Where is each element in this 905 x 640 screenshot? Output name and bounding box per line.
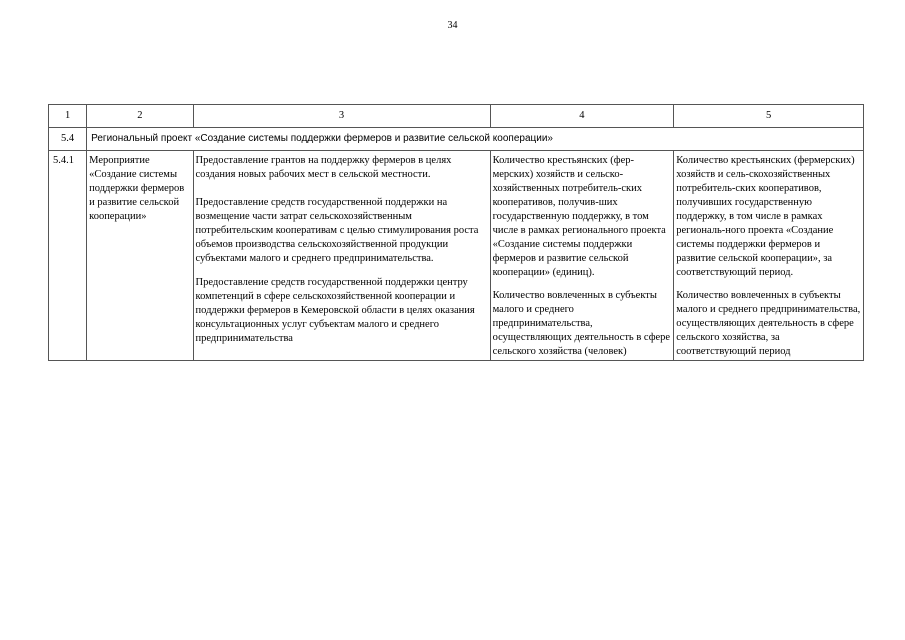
paragraph-gap [196,266,488,276]
column-header-3: 3 [193,105,490,128]
results-cell [674,151,864,361]
action-text-3: Предоставление средств государственной поддержки центру компетенций в сфере сельскохозяйственной кооперации и поддержки фермеров в Кемеровской области в целях оказания консультационных услуг субъектам малого и среднего предпринимательства [195,277,475,344]
table-row [49,151,864,361]
project-title-cell [87,128,864,151]
indicators-cell [490,151,674,361]
column-header-5: 5 [674,105,864,128]
column-header-4: 4 [490,105,674,128]
paragraph-gap [196,182,488,196]
table-header-row [49,105,864,128]
measure-text: Мероприятие «Создание системы поддержки фермеров и развитие сельской кооперации» [89,155,185,222]
program-table [48,104,864,361]
measure-cell [87,151,193,361]
paragraph-gap [676,280,861,289]
project-title: Региональный проект «Создание системы поддержки фермеров и развитие сельской кооперации» [91,133,553,144]
paragraph-gap [493,280,672,289]
indicator-text-1: Количество крестьянских (фер-мерских) хозяйств и сельско-хозяйственных потребитель-ских кооперативов, получив-ших государственную поддержку, в том числе в рамках регионального проекта «Создание системы поддержки фермеров и развитие сельской кооперации» (единиц). [492,155,666,278]
row-number: 5.4.1 [49,151,87,361]
action-text-2: Предоставление средств государственной поддержки на возмещение части затрат сельскохозяйственным потребительским кооперативам с целью стимулирования роста объемов производства сельскохозяйственной продукции субъектами малого и среднего предпринимательства. [195,197,479,264]
project-row [49,128,864,151]
action-text-1: Предоставление грантов на поддержку фермеров в целях создания новых рабочих мест в сельской местности. [195,155,452,180]
page-number: 34 [447,20,458,31]
result-text-2: Количество вовлеченных в субъекты малого и среднего предпринимательства, осуществляющих деятельность в сфере сельского хозяйства, за соответствующий период [676,290,861,357]
indicator-text-2: Количество вовлеченных в субъекты малого и среднего предпринимательства, осуществляющих деятельность в сфере сельского хозяйства (человек) [492,290,671,357]
result-text-1: Количество крестьянских (фермерских) хозяйств и сель-скохозяйственных потребитель-ских кооперативов, получивших государственную поддержку, в том числе в рамках региональ-ного проекта «Создание системы поддержки фермеров и развитие сельской кооперации», за соответствующий период. [676,155,855,278]
actions-cell [193,151,490,361]
project-number: 5.4 [49,128,87,151]
column-header-2: 2 [87,105,193,128]
column-header-1: 1 [49,105,87,128]
